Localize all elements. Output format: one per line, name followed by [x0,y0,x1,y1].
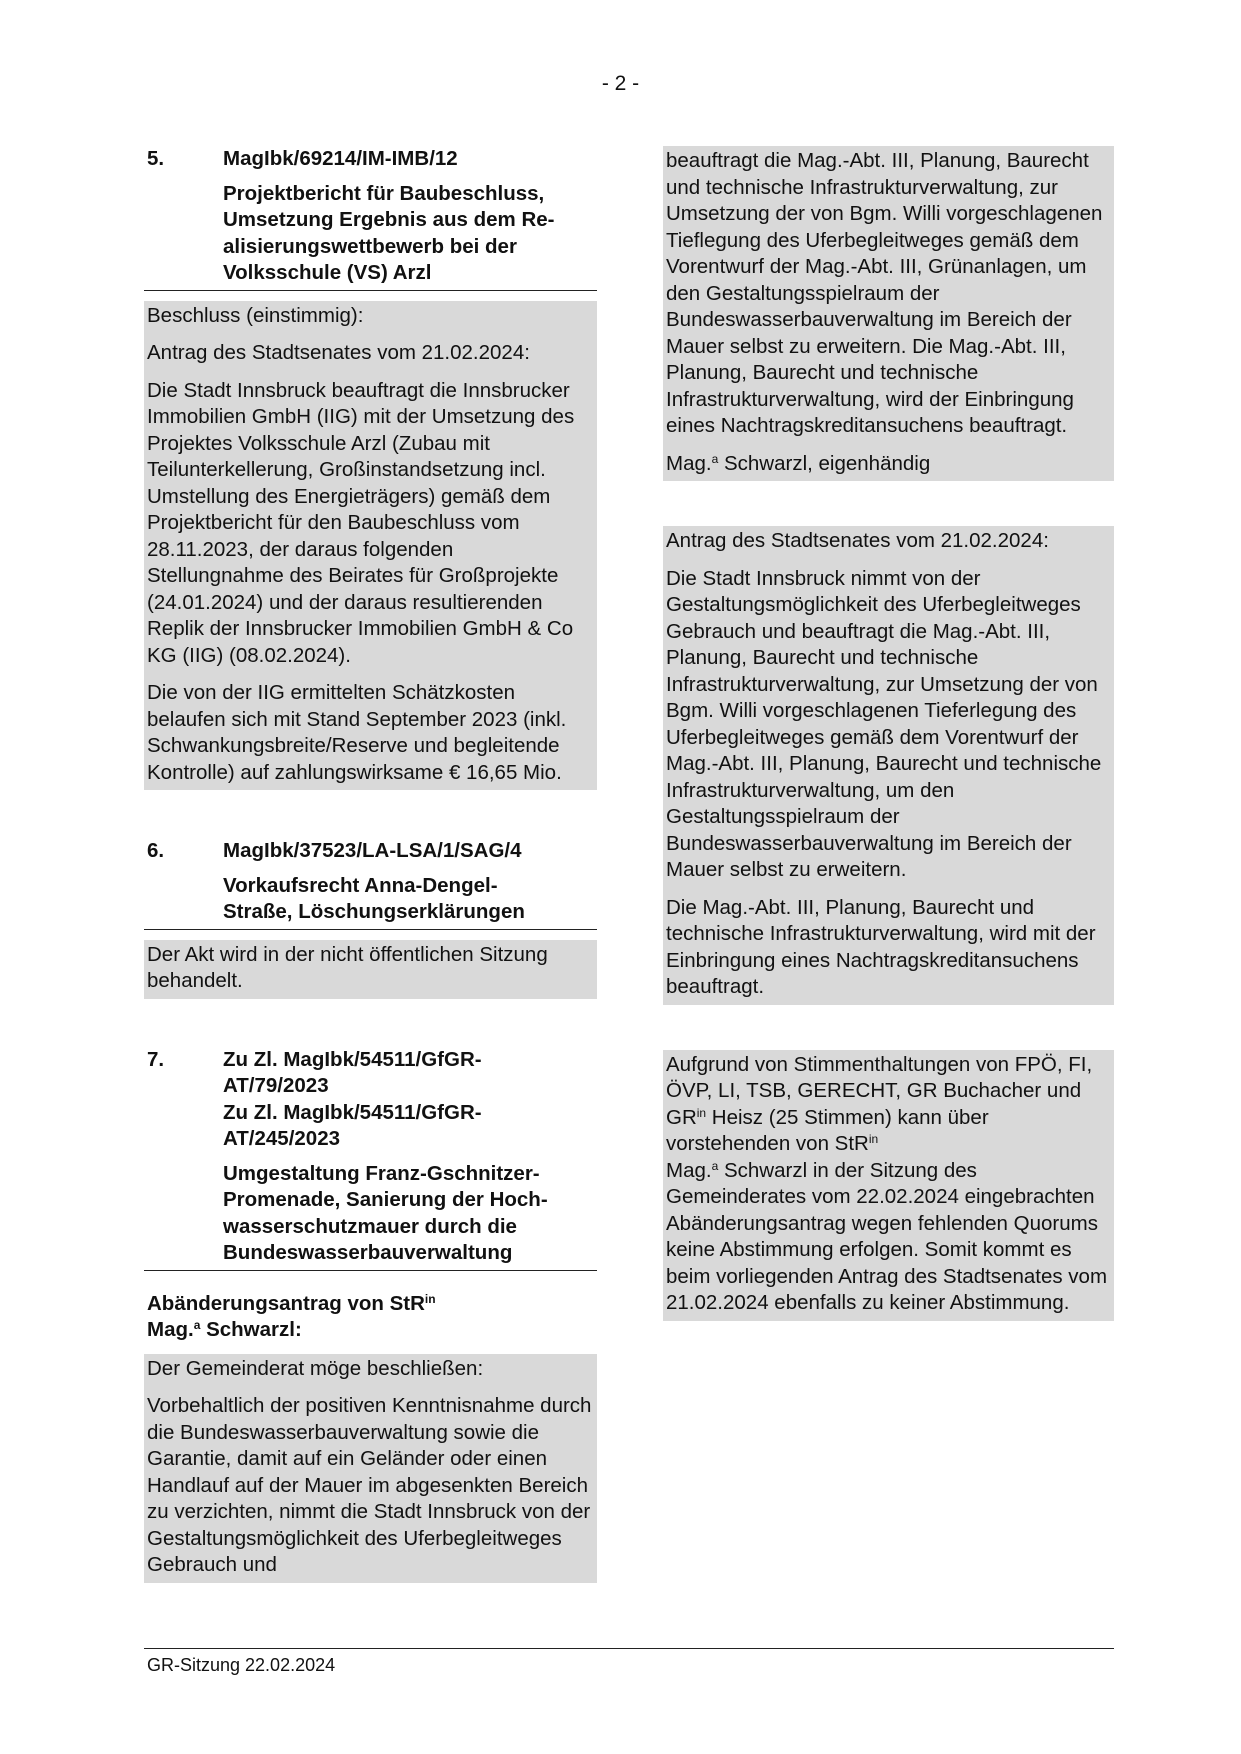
senate-motion-heading: Antrag des Stadtsenates vom 21.02.2024: [666,529,1049,552]
item-7-number: 7. [147,1047,165,1071]
item-7-subject: Umgestaltung Franz-Gschnitzer- Promenade, Sanierung der Hoch- wasserschutzmauer durch die Bundeswasserbauverwaltung [223,1161,548,1264]
item-5-subject: Projektbericht für Baubeschluss, Umsetzung Ergebnis aus dem Re- alisierungswettbewerb bei der Volksschule (VS) Arzl [223,181,555,284]
amendment-intro: Der Gemeinderat möge beschließen: [147,1356,484,1380]
item-6-number: 6. [147,839,165,862]
item-6-rule [144,929,597,930]
footer-text: GR-Sitzung 22.02.2024 [147,1655,336,1675]
item-5-decision [144,301,597,791]
footer-rule [144,1648,1114,1649]
item-5-ref: MagIbk/69214/IM-IMB/12 [223,147,458,170]
senate-motion-text-2: Die Mag.-Abt. III, Planung, Baurecht und technische Infrastrukturverwaltung, wird mit der Einbringung eines Nachtragskreditansuchens beauftragt. [666,895,1096,998]
cost-text: Die von der IIG ermittelten Schätzkosten belaufen sich mit Stand September 2023 (inkl. Schwankungsbreite/Reserve und begleitende Kontrolle) auf zahlungswirksame € 16,65 Mio. [147,681,567,784]
item-6-heading [147,838,597,926]
item-7-refs: Zu Zl. MagIbk/54511/GfGR- AT/79/2023 Zu Zl. MagIbk/54511/GfGR- AT/245/2023 [223,1047,482,1150]
item-6-note: Der Akt wird in der nicht öffentlichen Sitzung behandelt. [144,940,597,999]
item-5-rule [144,290,597,291]
senate-motion-box [663,526,1114,1005]
right-column [663,146,1114,1321]
amendment-box [144,1354,597,1583]
item-5-number: 5. [147,147,165,170]
item-6-ref: MagIbk/37523/LA-LSA/1/SAG/4 [223,839,522,862]
page-number: - 2 - [601,72,640,95]
item-6-subject: Vorkaufsrecht Anna-Dengel- Straße, Löschungserklärungen [223,873,525,923]
decision-label: Beschluss (einstimmig): [147,303,364,327]
item-7-heading [147,1047,597,1267]
vote-result-box [663,1050,1114,1321]
item-7-rule [144,1270,597,1271]
motion-heading: Antrag des Stadtsenates vom 21.02.2024: [147,341,530,364]
amendment-label: Abänderungsantrag von StR$^{in}$ Mag.$^a$ Schwarzl: [147,1291,436,1341]
amendment-continuation [663,146,1114,481]
item-5-heading [147,146,597,287]
amendment-signature: Mag.$^a$ Schwarzl, eigenhändig [666,451,931,475]
senate-motion-text: Die Stadt Innsbruck nimmt von der Gestaltungsmöglichkeit des Uferbegleitweges Gebrauch und beauftragt die Mag.-Abt. III, Planung, Baurecht und technische Infrastrukturverwaltung, zur Umsetzung der von Bgm. Willi vorgeschlagenen Tieferlegung des Uferbegleitweges gemäß dem Vorentwurf der Mag.-Abt. III, Planung, Baurecht und technische Infrastrukturverwaltung, um den Gestaltungsspielraum der Bundeswasserbauverwaltung im Bereich der Mauer selbst zu erweitern. [666,566,1102,881]
amendment-text: Vorbehaltlich der positiven Kenntnisnahme durch die Bundeswasserbauverwaltung sowie die Garantie, damit auf ein Geländer oder einen Handlauf auf der Mauer im abgesenkten Bereich zu verzichten, nimmt die Stadt Innsbruck von der Gestaltungsmöglichkeit des Uferbegleitweges Gebrauch und [147,1394,592,1576]
left-column [144,146,597,1583]
motion-text: Die Stadt Innsbruck beauftragt die Innsbrucker Immobilien GmbH (IIG) mit der Umsetzung des Projektes Volksschule Arzl (Zubau mit Teilunterkellerung, Großinstandsetzung incl. Umstellung des Energieträgers) gemäß dem Projektbericht für den Baubeschluss vom 28.11.2023, der daraus folgenden Stellungnahme des Beirates für Großprojekte (24.01.2024) und der daraus resultierenden Replik der Innsbrucker Immobilien GmbH & Co KG (IIG) (08.02.2024). [147,378,575,667]
vote-result-text: Aufgrund von Stimmenthaltungen von FPÖ, FI, ÖVP, LI, TSB, GERECHT, GR Buchacher und $GR^{in}$ Heisz (25 Stimmen) kann über vorstehenden von StR$^{in}$ Mag.$^a$ Schwarzl in der Sitzung des Gemeinderates vom 22.02.2024 eingebrachten Abänderungsantrag wegen fehlenden Quorums keine Abstimmung erfolgen. Somit kommt es beim vorliegenden Antrag des Stadtsenates vom 21.02.2024 ebenfalls zu keiner Abstimmung. [666,1052,1108,1314]
amendment-cont-text: beauftragt die Mag.-Abt. III, Planung, Baurecht und technische Infrastrukturverwaltung, zur Umsetzung der von Bgm. Willi vorgeschlagenen Tieflegung des Uferbegleitweges gemäß dem Vorentwurf der Mag.-Abt. III, Grünanlagen, um den Gestaltungsspielraum der Bundeswasserbauverwaltung im Bereich der Mauer selbst zu erweitern. Die Mag.-Abt. III, Planung, Baurecht und technische Infrastrukturverwaltung, wird der Einbringung eines Nachtragskreditansuchens beauftragt. [666,149,1103,437]
